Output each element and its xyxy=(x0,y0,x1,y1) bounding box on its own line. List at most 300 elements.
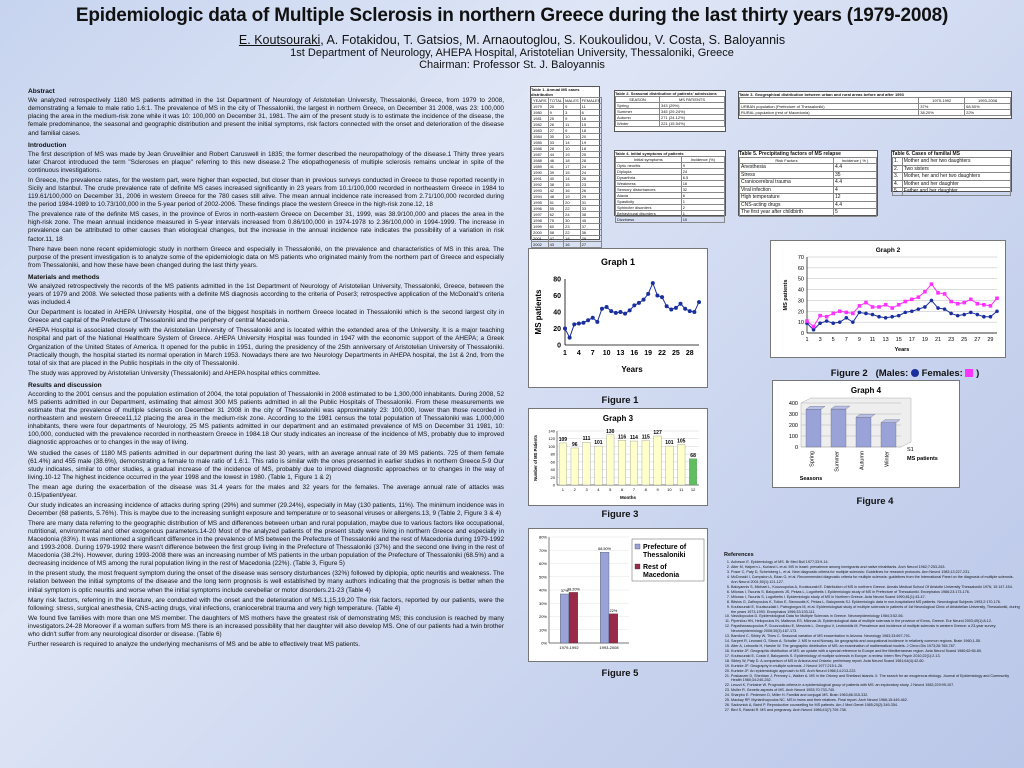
bar xyxy=(630,441,638,485)
females-point xyxy=(831,312,835,316)
x-tick-label: Winter xyxy=(884,451,891,467)
y-tick-label: 80 xyxy=(550,451,555,457)
section-paragraph: In Greece, the prevalence rates, for the western part, were higher than expected, but closer than in previous surveys conducted in Greece to those reported recently in Sicily and Istanbul. The crude prevalence rate of definite MS cases increased significantly in 23 years from 10.1/100,000 recorded in northeastern Greece in 1984 to 119.61/100,000 on December 31, 2006 in western Greece for the 780 cases still alive. The mean annual incidence rate increased from 2.71/100,000 recorded during the period 1984-1989 to 10.73/100,000 in the 5-year period of 2002-2006. These findings place the western Greece in the high-risk zone.12, 18 xyxy=(28,177,504,209)
data-point xyxy=(577,322,581,326)
table-cell: 14 xyxy=(564,176,581,182)
data-label: 115 xyxy=(641,434,650,441)
legend-swatch xyxy=(635,544,640,549)
females-point xyxy=(858,304,862,308)
x-tick-label: 3 xyxy=(818,337,822,343)
table-cell: 35 xyxy=(834,171,877,179)
females-point xyxy=(877,305,881,309)
y-axis-label: MS patients xyxy=(534,289,543,335)
data-point xyxy=(563,327,567,331)
males-point xyxy=(871,313,875,317)
legend-swatch xyxy=(635,564,640,569)
table-cell: 16 xyxy=(580,116,602,122)
data-point xyxy=(623,312,627,316)
y-axis-label: Number of MS Patients xyxy=(533,435,538,481)
section-paragraph: The mean age during the exacerbation of the disease was 31.4 years for the males and 32 years for the females. The average annual rate of attacks was 0.15/patient/year. xyxy=(28,483,504,499)
table-cell: 1986 xyxy=(532,146,549,152)
x-tick-label: 28 xyxy=(685,350,694,357)
data-label: 38.20% xyxy=(566,587,580,592)
graph-3 xyxy=(529,409,707,505)
table-cell: 19 xyxy=(564,194,581,200)
table-cell: 5. xyxy=(893,188,903,196)
data-point xyxy=(646,292,650,296)
table-cell: Mother, her and her two daughters xyxy=(902,173,1010,181)
table-header-cell: 1993-2008 xyxy=(965,98,1011,104)
graph-3-panel xyxy=(528,408,708,506)
figure-5-caption: Figure 5 xyxy=(601,668,639,679)
table-cell: 26 xyxy=(548,122,564,128)
section-paragraph: Many risk factors, referring in the literature, are conducted with the onset and the deterioration of MS.1,15,19,20 The risk factors, reported by our patients, were the following: stress, surgical anesthesia, CNS-acting drugs, viral infections, craniocerebral trauma and very high temperature. (Table 4) xyxy=(28,596,504,612)
females-point xyxy=(943,292,947,296)
y-tick-label: 60 xyxy=(550,459,555,465)
x-tick-label: Spring xyxy=(809,451,816,467)
females-point xyxy=(805,319,809,323)
table-cell: 1 xyxy=(681,211,724,217)
males-label: (Males: xyxy=(875,368,909,379)
table-cell: Weakness xyxy=(616,181,682,187)
females-point xyxy=(989,304,993,308)
males-point xyxy=(930,299,934,303)
table-cell: 48 xyxy=(548,194,564,200)
females-point xyxy=(864,301,868,305)
y-tick-label: 60 xyxy=(797,265,804,272)
table-header-cell: 1979-1992 xyxy=(919,98,965,104)
x-tick-label: 7 xyxy=(844,337,848,343)
section-paragraph: Further research is required to analyze the underlying mechanisms of MS and be able to effectively treat MS patients. xyxy=(28,640,361,648)
table-cell: 38 xyxy=(548,182,564,188)
males-point xyxy=(995,309,999,313)
x-tick-label: 16 xyxy=(630,350,639,357)
x-tick-label: 1 xyxy=(563,350,567,357)
males-point xyxy=(962,313,966,317)
co-authors: , A. Fotakidou, T. Gatsios, M. Arnaoutoglou, S. Koukoulidou, V. Costa, S. Baloyannis xyxy=(320,33,786,47)
table-cell: 221 (15.54%) xyxy=(659,121,724,127)
x-tick-label: 19 xyxy=(921,337,928,343)
table-caption: Table 3. Geographical distribution between urban and rural areas before and after 1993 xyxy=(739,92,904,97)
section-paragraph: According to the 2001 census and the population estimation of 2004, the total population of Thessaloniki in 2008 estimated to be 1,300,000 inhabitants. During 2008, 52 MS patients admitted in our Department, estimating that almost 300 MS patients admitted in all the Public Hospitals of Thessaloniki. From these measurements we estimate that the prevalence of multiple sclerosis on December 31 2008 in the city of Thessaloniki was approximately 23: 100,000, lower than those recorded in northeastern and western Greece11,12 placing the area in the medium-risk zone. According to the 1981 census the total population of Thessaloniki was 1,000,000 inhabitants, there were four departments of Neurology, 25 MS patients admitted in our department and an estimated prevalence of MS on December 31 1981, 10: 100,000, conducted with the prevalence recorded in northeastern Greece in 1984.18 Our study indicates an increase of the incidence of MS, probably due to improved diagnostic approaches or to changes in the way of living. xyxy=(28,391,504,447)
reference-item: 13. Bamford C, Sibley W, Thies C. Seasonal variation of MS exacerbation in Arizona. Neurology 1983;33:697-701. xyxy=(731,634,1020,639)
data-point xyxy=(642,298,646,302)
table-header-cell: Incidence ( % ) xyxy=(834,158,877,164)
bar xyxy=(559,443,567,485)
y-tick-label: 50% xyxy=(538,574,547,580)
males-marker-icon xyxy=(911,369,919,377)
references-heading: References xyxy=(724,552,754,558)
bar xyxy=(609,614,618,643)
males-point xyxy=(897,314,901,318)
table-row xyxy=(893,158,1011,166)
table-cell: 18 xyxy=(580,128,602,134)
table-cell: 43 xyxy=(548,242,564,248)
x-tick-label: 5 xyxy=(609,487,612,492)
section-paragraph: There are many data referring to the geographic distribution of MS and differences between urban and rural population, maybe due to various factors like occupational, nutritional, environmental and other exogenous parameters.14-20 Most of the analyzed patients of the present study were living in northern Greece and especially in Macedonia (83%). It was mentioned a significant difference in the prevalence of MS between the Prefecture of Thessaloniki and the rest of Macedonia during 1979-1992 and 1993-2008. During 1979-1992 there wasn't difference between the first group living in the Prefecture of Thessaloniki (37%) and the second one living in the rest of Macedonia (38.2%). However, during 1993-2008 there was an increasing number of MS patients in the urban population of the Prefecture of Thessaloniki (68.5%) and a decreasing incidence of MS among the rural population living in the rest of Macedonia (22%). (Table 3, Figure 5) xyxy=(28,520,504,568)
x-tick-label: 15 xyxy=(895,337,902,343)
reference-item: 3. Poser C, Paty D, Scheinberg L, et al. New diagnostic criteria for multiple sclerosis: Guidelines for research protocols. Ann Neurol 1983;13:227-231. xyxy=(731,570,1020,575)
table-cell: 19 xyxy=(564,152,581,158)
reference-item: 10. Vassilopoulos D. Epidemiological Data for Multiple Sclerosis in Greece. Neuroepidemiology 1984;3:52-56. xyxy=(731,614,1020,619)
table-cell: 1981 xyxy=(532,116,549,122)
table-caption: Table 6. Cases of familial MS xyxy=(892,151,960,157)
legend-label: Prefecture of Thessaloniki xyxy=(643,544,687,559)
data-point xyxy=(637,301,641,305)
males-point xyxy=(864,312,868,316)
table-row xyxy=(740,171,877,179)
x-tick-label: 7 xyxy=(632,487,636,492)
males-point xyxy=(812,328,816,332)
y-tick-label: 50 xyxy=(797,276,804,283)
reference-item: 20. Kurtzke JF. An epidemiologic approach to MS. Arch Neurol 1966;14:213-222. xyxy=(731,669,1020,674)
section-paragraph: AHEPA Hospital is associated closely with the Aristotelian University of Thessaloniki and is located within the extended area of the University. It is a major teaching hospital and part of the National Healthcare System of Greece. AHEPA University Hospital was founded in 1947 with the economic support of the AHEPA; a Greek Organization of the United States of America. It opened for the public in 1951, during the presidency of the 25th anniversary of Aristotelian University of Thessaloniki. Practically though, the hospital started its normal operation in March 1953. Nowadays there are two Neurology Departments in AHEPA hospital, the 1st & 2nd, from the total of six that are placed in the Public hospitals in the city of Thessaloniki. xyxy=(28,327,504,367)
x-tick-label: 13 xyxy=(882,337,889,343)
section-paragraph: In the present study, the most frequent symptom during the onset of the disease was sensory disturbances (32%) followed by diplopia, optic neuritis and weakness. The relation between the initial symptoms of the disease and the long term prognosis is well established by many authors indicating that the prognosis is better when the initial symptom is optic neuritis and worse when the initial symptoms include cerebellar or motor disorders.21-23 (Table 4) xyxy=(28,570,504,594)
reference-item: 11. Piperidou HN, Heliopoulos IN, Maltezos ES, Milonas IA. Epidemiological data of multiple sclerosis in the province of Evros, Greece. Eur Neurol 2003;49(1):8-12. xyxy=(731,619,1020,624)
section-paragraph: Our study indicates an increasing incidence of attacks during spring (29%) and summer (29.24%), especially in May (130 patients, 11%). The minimum incidence was in December (68 patients, 5.76%). This is maybe due to the increasing sunlight exposure and temperature or to seasonal viruses or allergens.13, 9 (Table 2, Figure 3 & 4) xyxy=(28,501,504,517)
x-tick-label: 1993-2008 xyxy=(599,645,619,650)
table-cell: 62 xyxy=(548,212,564,218)
x-tick-label: 5 xyxy=(831,337,835,343)
table-cell: 2002 xyxy=(532,242,549,248)
table-cell: 30 xyxy=(548,134,564,140)
table-cell: 27 xyxy=(580,242,602,248)
table-cell: 14 xyxy=(564,140,581,146)
reference-item: 17. Koutsouraki E, Costa V, Baloyannis S. Epidemiology of multiple sclerosis in Europe: a review. Intern Rev Psych 2010;22(1):2-13. xyxy=(731,654,1020,659)
data-point xyxy=(572,322,576,326)
table-cell: Winter xyxy=(616,121,660,127)
figure-1-caption: Figure 1 xyxy=(601,395,639,406)
males-point xyxy=(910,309,914,313)
y-tick-label: 40% xyxy=(538,587,547,593)
data-point xyxy=(568,336,572,340)
table-header-cell: Risk Factors xyxy=(740,158,834,164)
females-point xyxy=(969,298,973,302)
females-point xyxy=(812,325,816,329)
table-cell: 18 xyxy=(564,236,581,242)
table-row xyxy=(740,186,877,194)
males-point xyxy=(851,320,855,324)
table-cell: 68.50% xyxy=(965,104,1011,110)
y-tick-label: 0 xyxy=(557,342,561,350)
table-header-cell: YEARS xyxy=(533,98,547,103)
table-cell: 1988 xyxy=(532,158,549,164)
table-row xyxy=(893,188,1011,196)
table-cell: Behavioural disorders xyxy=(616,211,682,217)
table-cell: 29 xyxy=(580,194,602,200)
y-tick-label: 60% xyxy=(538,561,547,566)
males-point xyxy=(923,305,927,309)
x-tick-label: Summer xyxy=(834,451,841,472)
x-tick-label: 11 xyxy=(869,337,876,343)
table-cell: 1995 xyxy=(532,200,549,206)
females-point xyxy=(982,303,986,307)
table-row xyxy=(740,110,1011,116)
reference-item: 24. Sharpiro E. Pedersen D, Miller H. Familial and conjugal MS. Brain 1963;86:315-332. xyxy=(731,693,1020,698)
poster-title: Epidemiologic data of Multiple Sclerosis in northern Greece during the last thirty years (1979-2008) xyxy=(75,5,949,26)
males-point xyxy=(838,320,842,324)
figure-2-caption xyxy=(800,368,1010,379)
reference-item: 25. Mackay RP, Myrianthopoulos NC. MS in twins and their relatives. Final report. Arch Neurol 1966;15:449-462. xyxy=(731,698,1020,703)
table-cell: 1. xyxy=(893,158,903,166)
y-tick-label: 40 xyxy=(553,309,561,317)
reference-item: 7. Milonas I, Tsounis S, Logothetis I. Epidemiologic study of MS in Northern Greece. Acta Neurol Scand 1990;81(1):43-47. xyxy=(731,595,1020,600)
bar xyxy=(642,441,650,485)
table-cell: Father and her daughter xyxy=(902,188,1010,196)
reference-item: 23. Muller R. Genetic aspects of MS. Arch Neurol 1953;70:733-740. xyxy=(731,688,1020,693)
table-caption: Table 2. Seasonal distribution of patients' admissions xyxy=(615,91,717,96)
table-cell: Autumn xyxy=(616,115,660,121)
figure-3-caption: Figure 3 xyxy=(601,509,639,520)
table-cell: 9 xyxy=(681,163,724,169)
x-tick-label: 2 xyxy=(573,487,576,492)
table-cell: 42 xyxy=(548,188,564,194)
y-tick-label: 0 xyxy=(794,445,798,451)
table-cell: 24 xyxy=(681,169,724,175)
data-label: 101 xyxy=(594,440,603,447)
table-2 xyxy=(614,90,726,132)
table-cell: 38.20% xyxy=(919,110,965,116)
table-cell: 38 xyxy=(580,212,602,218)
x-tick-label: 7 xyxy=(590,350,595,357)
data-label: 105 xyxy=(677,438,686,445)
females-point xyxy=(890,306,894,310)
table-cell: 4.4 xyxy=(834,164,877,172)
data-point xyxy=(605,305,609,309)
y-tick-label: 100 xyxy=(788,434,798,440)
table-cell: RURAL population (rest of Macedonia) xyxy=(740,110,919,116)
males-point xyxy=(884,316,888,320)
data-point xyxy=(697,300,701,304)
table-cell: 10 xyxy=(564,134,581,140)
x-tick-label: 12 xyxy=(690,487,696,492)
table-cell: 11 xyxy=(580,104,602,110)
table-cell: 3. xyxy=(893,173,903,181)
males-line xyxy=(807,300,997,329)
reference-list xyxy=(724,560,1020,713)
x-tick-label: 9 xyxy=(857,337,861,343)
y-tick-label: 10 xyxy=(797,320,804,327)
males-point xyxy=(989,315,993,319)
section-paragraph: Our Department is located in AHEPA University Hospital, one of the biggest hospitals in northern Greece located in Thessaloniki which is the second largest city in Greece and capital of the Prefecture of Thessaloniki and the periphery of central Macedonia. xyxy=(28,309,504,325)
y-tick-label: 70% xyxy=(538,547,547,553)
data-point xyxy=(669,308,673,312)
legend-label: Rest of Macedonia xyxy=(643,564,680,579)
bar xyxy=(654,436,662,485)
table-cell: 23 xyxy=(580,182,602,188)
females-point xyxy=(936,291,940,295)
reference-item: 14. Sarpert R, Leonard G, Strom A, Schaller J. MS in rural Norway. An geographic and occupational incidence in relatively common regions. Brain 1960;1-55. xyxy=(731,639,1020,644)
table-cell: 23 xyxy=(564,224,581,230)
reference-item: 9. Koutsouraki E, Koutsoudaki I, Patrogiorgos M, et al. Epidemiological study of multiple sclerosis in patients of 1st Neurological Clinic of Aristotelian University, Thessaloniki, during the years 1973-1993. Encephalos 1996;33:103-111. xyxy=(731,605,1020,615)
x-axis-label: Seasons xyxy=(799,476,823,482)
table-cell: 9 xyxy=(564,104,581,110)
reference-item: 2. Alter M, Halpern L, Kurland L et al. MS in Israel: prevalence among immigrants and native inhabitants. Arch Neurol 1962;7:253-263. xyxy=(731,565,1020,570)
data-label: 101 xyxy=(665,440,674,447)
table-cell: CNS-acting drugs xyxy=(740,201,834,209)
data-point xyxy=(628,308,632,312)
table-row xyxy=(740,179,877,187)
table-cell: Summer xyxy=(616,109,660,115)
x-tick-label: 1979-1992 xyxy=(559,645,579,650)
bar xyxy=(881,423,896,447)
section-paragraph: There have been none recent epidemiologic study in northern Greece and especially in Thessaloniki, on the prevalence and characteristics of MS in this area. The purpose of the present investigation is to analyze some of the epidemiologic data on MS patients who originated mainly from the northern part of Greece and especially from Thessaloniki, and how these have been changed during the last thirty years. xyxy=(28,245,504,269)
graph-1-panel xyxy=(528,248,708,388)
data-label: 68 xyxy=(690,452,696,459)
table-cell: 1985 xyxy=(532,140,549,146)
poster-header xyxy=(0,0,1024,82)
table-row xyxy=(616,217,725,223)
section-heading: Results and discussion xyxy=(28,381,102,389)
table-cell: 31 xyxy=(580,200,602,206)
table-cell: Mother and her daughter xyxy=(902,180,1010,188)
y-tick-label: 80% xyxy=(538,534,547,540)
bar xyxy=(595,446,603,485)
x-tick-label: 11 xyxy=(679,487,684,492)
reference-item: 4. McDonald I, Compston A, Edan G, et al. Recommended diagnostic criteria for multiple sclerosis: guidelines from the International Panel on the diagnosis of multiple sclerosis. Ann Neurol 2001;50(1):121-127. xyxy=(731,575,1020,585)
table-cell: Ataxia xyxy=(616,193,682,199)
males-point xyxy=(949,312,953,316)
table-cell: 9 xyxy=(564,116,581,122)
bar xyxy=(583,442,591,485)
table-cell: 33 xyxy=(580,206,602,212)
graph-5 xyxy=(529,529,707,661)
table-cell: Dizziness xyxy=(616,217,682,223)
table-cell: 1 xyxy=(681,199,724,205)
data-label: 68.50% xyxy=(598,547,612,552)
x-tick-label: 10 xyxy=(602,350,611,357)
table-cell: 32 xyxy=(681,187,724,193)
bar xyxy=(806,409,821,447)
females-point xyxy=(956,302,960,306)
table-cell: 19 xyxy=(580,140,602,146)
table-cell: 28 xyxy=(548,146,564,152)
table-cell: 271 (24.12%) xyxy=(659,115,724,121)
table-cell: 1984 xyxy=(532,134,549,140)
table-cell: 10 xyxy=(564,146,581,152)
table-cell: 24 xyxy=(580,170,602,176)
table-cell: 1990 xyxy=(532,170,549,176)
series-line xyxy=(565,283,699,337)
table-header-cell: MALES xyxy=(565,98,579,103)
chart-title: Graph 2 xyxy=(875,247,901,254)
x-tick-label: 4 xyxy=(576,350,581,357)
chart-title: Graph 3 xyxy=(602,414,634,423)
table-cell: 20 xyxy=(564,200,581,206)
data-point xyxy=(614,311,618,315)
figure-2-label: Figure 2 xyxy=(830,368,868,379)
bar xyxy=(560,594,569,643)
section-paragraph: We found five families with more than one MS member. The daughters of MS mothers have the greatest risk of demonstrating MS; this conclusion is reached by many investigators.24-28 Moreover if a woman suffers from MS there is an increased possibility that her daughter will also develop MS. One of our patients had a twin brother who didn't suffer from any neurological disorder or disease. (Table 6) xyxy=(28,614,504,638)
data-point xyxy=(674,306,678,310)
females-point xyxy=(818,314,822,318)
table-cell: 39 xyxy=(548,170,564,176)
figure-2-close: ) xyxy=(976,368,980,379)
table-cell: 5 xyxy=(834,209,877,217)
reference-item: 1. Acheson E. Epidemiology of MS. Br Med Bull 1977;33:9-14. xyxy=(731,560,1020,565)
table-cell: 1987 xyxy=(532,152,549,158)
table-cell: High temperature xyxy=(740,194,834,202)
figure-4-caption: Figure 4 xyxy=(856,496,894,507)
data-label: 116 xyxy=(618,434,627,441)
table-cell: 24 xyxy=(580,164,602,170)
table-cell: 1982 xyxy=(532,122,549,128)
data-point xyxy=(595,320,599,324)
bar xyxy=(666,446,674,485)
table-cell: Two sisters xyxy=(902,165,1010,173)
y-tick-label: 30 xyxy=(797,298,804,305)
y-tick-label: 30% xyxy=(538,600,547,606)
table-cell: 1992 xyxy=(532,182,549,188)
data-point xyxy=(660,295,664,299)
x-tick-label: 23 xyxy=(948,337,955,343)
y-tick-label: 120 xyxy=(548,436,555,442)
chart-title: Graph 4 xyxy=(850,386,882,395)
table-cell: 46 xyxy=(548,158,564,164)
bar xyxy=(606,435,614,485)
reference-item: 18. Sibley W, Paty D. A comparison of MS in Arizona and Ontario: preliminary report. Acta Neurol Scand 1981;64(4):42-60. xyxy=(731,659,1020,664)
table-6 xyxy=(891,150,1012,195)
females-point xyxy=(871,305,875,309)
x-axis-label: Years xyxy=(621,365,643,374)
x-tick-label: 25 xyxy=(671,350,680,357)
x-tick-label: 4 xyxy=(597,487,600,492)
section-paragraph: The first description of MS was made by Jean Gruveilhier and Robert Caruswell in 1835; the former described the neuropathology of the disease.1 Thirty three years later Charcot introduced the term "Scleroses en plaque" referring to this new disease.2 The etiopathogenesis of multiple sclerosis remains unclear in spite of the continuous investigations. xyxy=(28,150,504,175)
table-header-cell: SEASON xyxy=(616,97,660,103)
table-cell: Sphincter disorders xyxy=(616,205,682,211)
table-cell: 18 xyxy=(564,158,581,164)
table-cell: 60 xyxy=(548,224,564,230)
author-list xyxy=(0,33,1024,47)
data-point xyxy=(683,307,687,311)
table-cell: 1980 xyxy=(532,110,549,116)
data-label: 114 xyxy=(629,435,638,442)
section-heading: Materials and methods xyxy=(28,273,100,281)
y-tick-label: 400 xyxy=(788,401,798,407)
x-tick-label: 13 xyxy=(616,350,625,357)
graph-5-panel xyxy=(528,528,708,662)
table-cell: Dysarthria xyxy=(616,175,682,181)
data-point xyxy=(688,309,692,313)
reference-item: 22. Leuzzi K, Fontaine W. Prognostic criteria in a epidemiological group of patients with MS: an exploratory study. J Neurol 1982;229:99-107. xyxy=(731,683,1020,688)
y-tick-label: 20 xyxy=(797,309,804,316)
table-header-cell: FEMALES xyxy=(581,98,601,103)
table-cell: Anesthesia xyxy=(740,164,834,172)
table-caption: Table 5. Precipitating factors of MS relapse xyxy=(739,151,841,157)
reference-item: 16. Kurtzke JF. Geographic distribution of MS: an update with a special reference to Europe and the Mediterranean region. Acta Neurol Scand 1980;62:65-80. xyxy=(731,649,1020,654)
y-tick-label: 140 xyxy=(548,428,555,434)
y-tick-label: 0 xyxy=(800,331,804,337)
section-heading: Introduction xyxy=(28,141,67,149)
table-cell: 9 xyxy=(564,128,581,134)
reference-item: 15. Alter A, Lebowitz H, Harshe W. The geographic distribution of MS: an examination of mathematical models. J Chron Dis 1973;26:765-787. xyxy=(731,644,1020,649)
y-tick-label: 300 xyxy=(788,412,798,418)
table-caption: Table 4. Initial symptoms of patients xyxy=(615,151,684,156)
section-paragraph: We analyzed retrospectively 1180 MS patients admitted in the 1st Department of Neurology of Aristotelian University, Thessaloniki, Greece, from 1979 to 2008, demonstrating a female to male ratio 1.6:1. The prevalence of MS in the city of Thessaloniki, the largest in northern Greece, on December 31 2008, was 23: 100,000 placing the area in the medium-risk zone while it was 10: 100,000 on December 31, 1981. The aim of the present study is to estimate the incidence of the disease, the female predominance, the seasonal and geographic distribution and present the initial symptoms, risk factors connected with the onset and deterioration of the disease and familial cases. xyxy=(28,97,504,137)
x-tick-label: 27 xyxy=(974,337,981,343)
table-caption: Table 1. Annual MS cases distribution xyxy=(531,87,580,97)
table-cell: 58 xyxy=(548,230,564,236)
table-cell: 37% xyxy=(919,104,965,110)
section-paragraph: We analyzed retrospectively the records of the MS patients admitted in the 1st Department of Neurology of Aristotelian University, Thessaloniki, Greece, between the years of 1979 and 2008. We selected those patients with a definite MS diagnosis according to the criteria of Poser3; retrospective application of the McDonald's criteria was included.4 xyxy=(28,283,504,307)
x-tick-label: 9 xyxy=(656,487,659,492)
affiliation: 1st Department of Neurology, AHEPA Hospital, Aristotelian University, Thessaloniki, Greece xyxy=(290,47,734,59)
data-label: 109 xyxy=(558,436,568,443)
table-cell: Optic neuritis xyxy=(616,163,682,169)
x-tick-label: 25 xyxy=(961,337,968,343)
table-cell: 75 xyxy=(548,218,564,224)
